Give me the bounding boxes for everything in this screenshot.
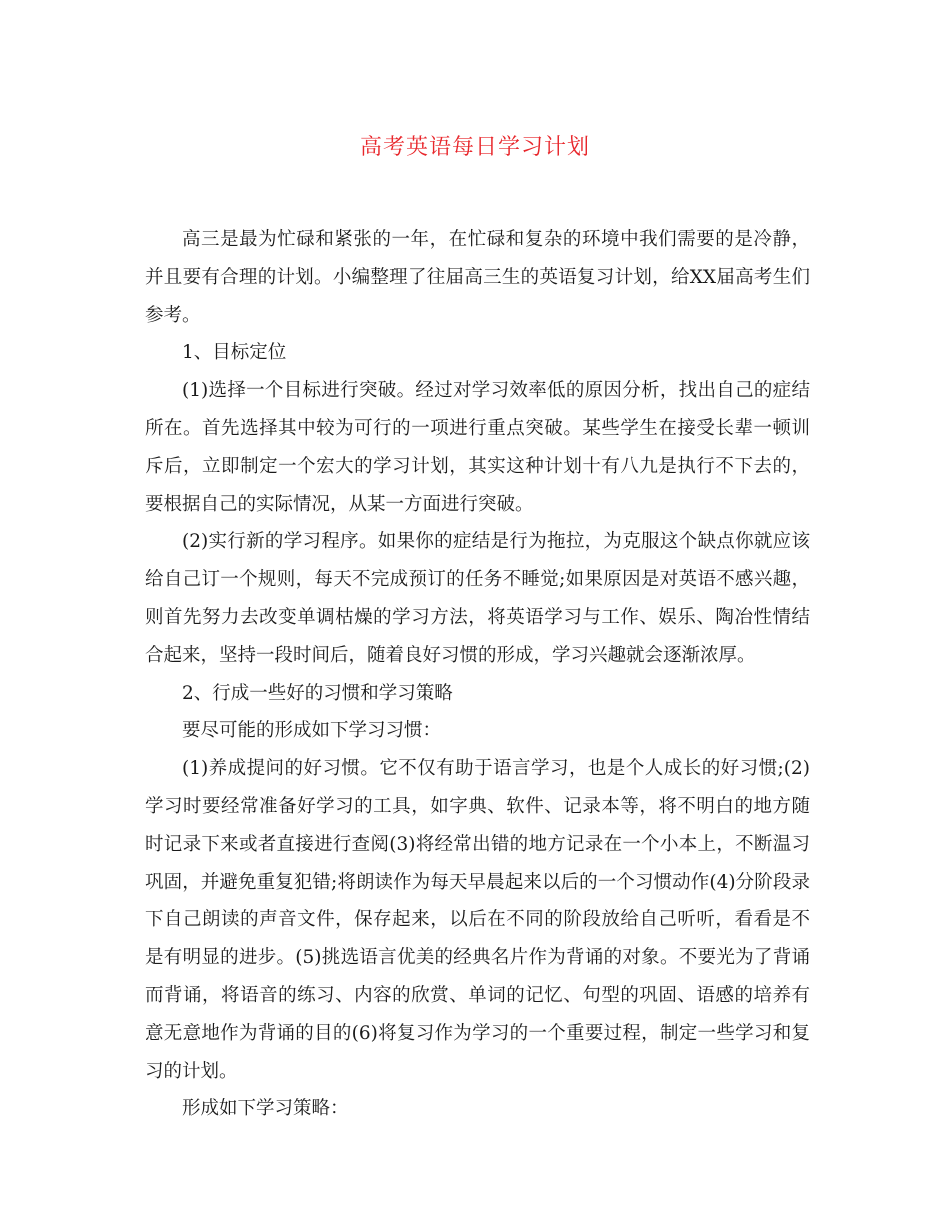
paragraph-heading-1: 1、目标定位 [182,342,287,364]
document-title: 高考英语每日学习计划 [359,135,590,160]
paragraph-habits-intro: 要尽可能的形成如下学习习惯： [182,720,442,742]
document-body [145,221,810,1128]
paragraph-strategies-intro: 形成如下学习策略： [182,1098,349,1120]
paragraph-1-2: (2)实行新的学习程序。如果你的症结是行为拖拉，为克服这个缺点你就应该给自己订一个规则，每天不完成预订的任务不睡觉;如果原因是对英语不感兴趣，则首先努力去改变单调枯燥的学习方法，将英语学习与工作、娱乐、陶冶性情结合起来，坚持一段时间后，随着良好习惯的形成，学习兴趣就会逐渐浓厚。 [145,531,810,666]
paragraph-heading-2: 2、行成一些好的习惯和学习策略 [182,682,453,704]
paragraph-habits-list: (1)养成提问的好习惯。它不仅有助于语言学习，也是个人成长的好习惯;(2)学习时要经常准备好学习的工具，如字典、软件、记录本等，将不明白的地方随时记录下来或者直接进行查阅(3)将经常出错的地方记录在一个小本上，不断温习巩固，并避免重复犯错;将朗读作为每天早晨起来以后的一个习惯动作(4)分阶段录下自己朗读的声音文件，保存起来，以后在不同的阶段放给自己听听，看看是不是有明显的进步。(5)挑选语言优美的经典名片作为背诵的对象。不要光为了背诵而背诵，将语音的练习、内容的欣赏、单词的记忆、句型的巩固、语感的培养有意无意地作为背诵的目的(6)将复习作为学习的一个重要过程，制定一些学习和复习的计划。 [145,758,810,1082]
paragraph-1-1: (1)选择一个目标进行突破。经过对学习效率低的原因分析，找出自己的症结所在。首先选择其中较为可行的一项进行重点突破。某些学生在接受长辈一顿训斥后，立即制定一个宏大的学习计划，其实这种计划十有八九是执行不下去的，要根据自己的实际情况，从某一方面进行突破。 [145,380,810,515]
paragraph-intro: 高三是最为忙碌和紧张的一年，在忙碌和复杂的环境中我们需要的是冷静，并且要有合理的计划。小编整理了往届高三生的英语复习计划，给XX届高考生们参考。 [145,229,810,326]
